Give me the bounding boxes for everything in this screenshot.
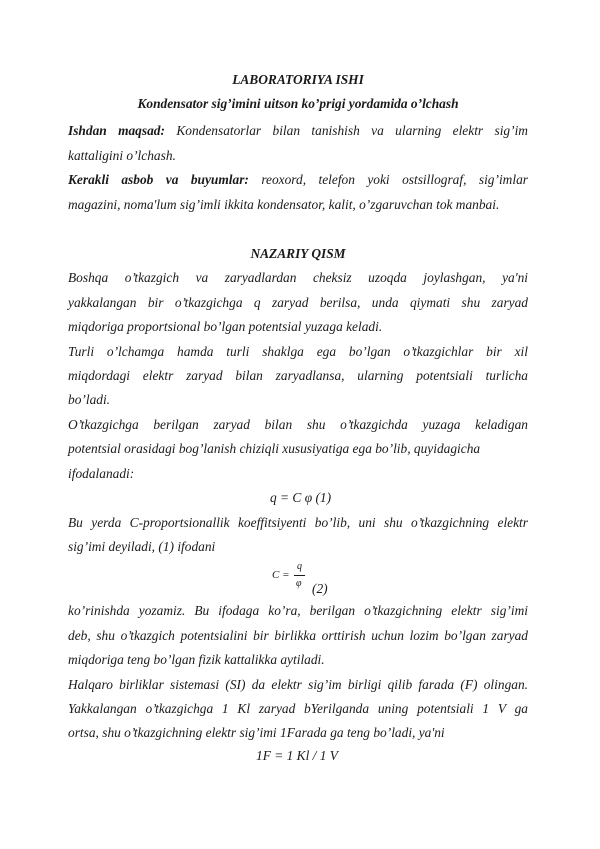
equipment-text-1: reoxord, telefon yoki ostsillograf, sig’imlar (261, 172, 528, 187)
paragraph-line: deb, shu o’tkazgich potentsialini bir birlikka orttirish uchun lozim bo’lgan zaryad (68, 628, 528, 643)
formula-2-lhs: C = (272, 569, 290, 581)
paragraph-line: potentsial orasidagi bog’lanish chiziqli xususiyatiga ega bo’lib, quyidagicha (68, 441, 481, 456)
doc-subtitle: Kondensator sig’imini uitson ko’prigi yordamida o’lchash (137, 96, 459, 111)
formula-3: 1F = 1 Kl / 1 V (256, 748, 338, 763)
doc-title: LABORATORIYA ISHI (232, 72, 364, 87)
paragraph-line: Boshqa o’tkazgich va zaryadlardan cheksiz uzoqda joylashgan, ya'ni (68, 270, 528, 285)
aim-text-1: Kondensatorlar bilan tanishish va ularning elektr sig’im (176, 123, 528, 138)
paragraph-line: yakkalangan bir o’tkazgichga q zaryad berilsa, unda qiymati shu zaryad (68, 295, 528, 310)
formula-2-tag: (2) (312, 581, 328, 596)
equipment-line-1 (68, 172, 528, 188)
paragraph-line: sig’imi deyiladi, (1) ifodani (68, 539, 216, 554)
paragraph-line: bo’ladi. (68, 392, 111, 407)
aim-line-1 (68, 123, 528, 139)
formula-2-numerator: q (297, 561, 302, 572)
paragraph-line: ortsa, shu o’tkazgichning elektr sig’imi 1Farada ga teng bo’ladi, ya'ni (68, 725, 445, 740)
equipment-line-2: magazini, noma'lum sig’imli ikkita kondensator, kalit, o’zgaruvchan tok manbai. (68, 197, 500, 212)
fraction-bar (294, 575, 305, 576)
paragraph-line: Yakkalangan o’tkazgichga 1 Kl zaryad bYerilganda uning potentsiali 1 V ga (68, 701, 528, 716)
paragraph-line: miqdoriga teng bo’lgan fizik kattalikka aytiladi. (68, 652, 325, 667)
paragraph-line: Halqaro birliklar sistemasi (SI) da elektr sig’im birligi qilib farada (F) olingan. (68, 677, 528, 692)
formula-2-denominator: φ (296, 578, 302, 589)
paragraph-line: ifodalanadi: (68, 466, 135, 481)
paragraph-line: Bu yerda C-proportsionallik koeffitsiyenti bo’lib, uni shu o’tkazgichning elektr (68, 515, 528, 530)
formula-1: q = C φ (1) (270, 490, 332, 505)
paragraph-line: ko’rinishda yozamiz. Bu ifodaga ko’ra, berilgan o’tkazgichning elektr sig’imi (68, 603, 528, 618)
aim-label: Ishdan maqsad: (68, 123, 165, 138)
paragraph-line: Turli o’lchamga hamda turli shaklga ega bo’lgan o’tkazgichlar bir xil (68, 344, 528, 359)
aim-line-2: kattaligini o’lchash. (68, 148, 176, 163)
equipment-label: Kerakli asbob va buyumlar: (68, 172, 249, 187)
paragraph-line: O’tkazgichga berilgan zaryad bilan shu o’tkazgichda yuzaga keladigan (68, 417, 528, 432)
section-heading: NAZARIY QISM (250, 246, 346, 261)
paragraph-line: miqdoriga proportsional bo’lgan potentsial yuzaga keladi. (68, 319, 383, 334)
paragraph-line: miqdordagi elektr zaryad bilan zaryadlansa, ularning potentsiali turlicha (68, 368, 528, 383)
